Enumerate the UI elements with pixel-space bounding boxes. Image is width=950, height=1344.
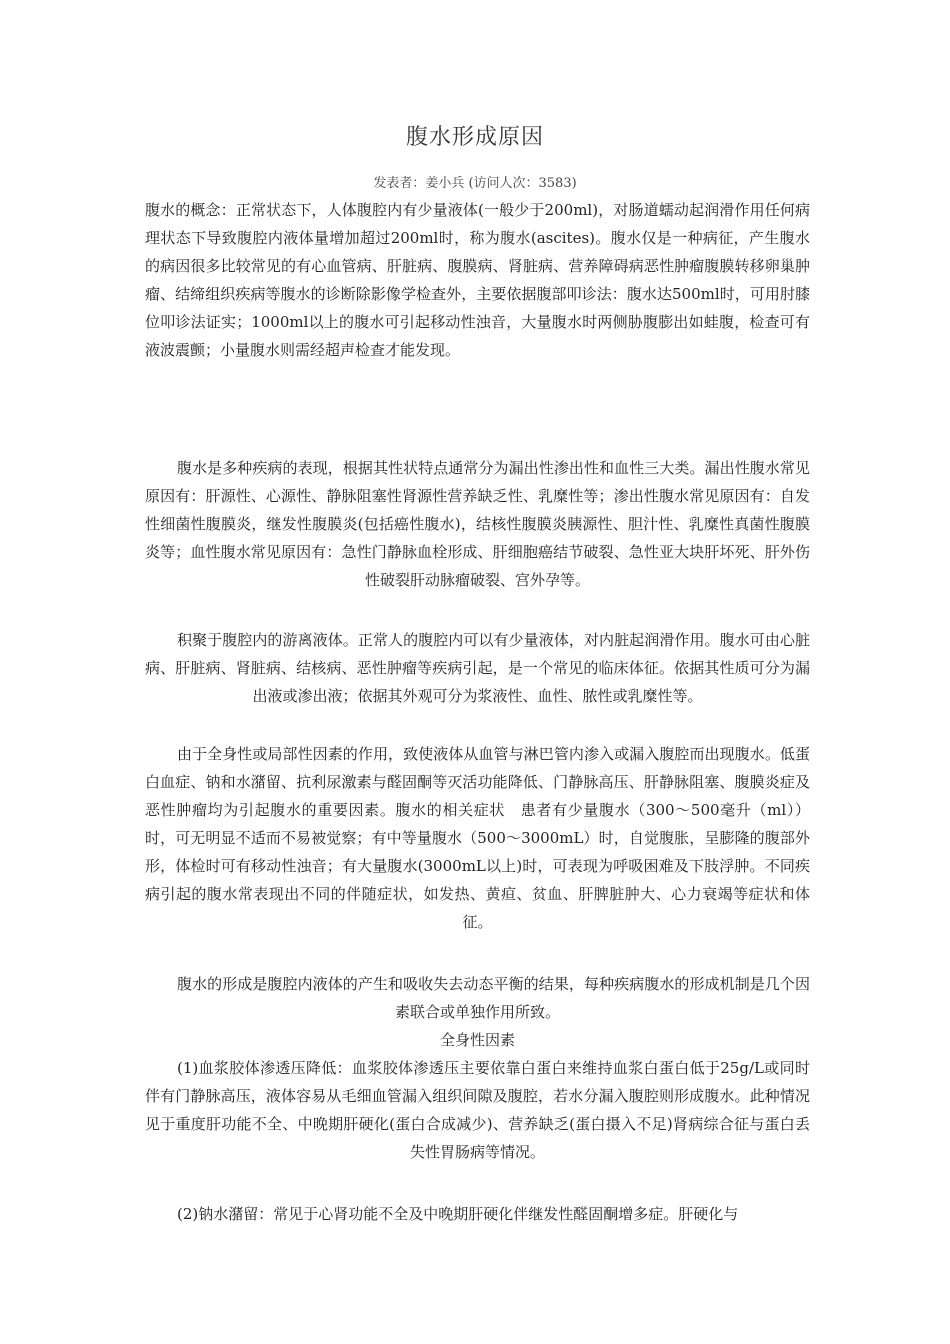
byline: 发表者：姜小兵 (访问人次：3583) [373, 176, 577, 191]
paragraph-concept: 腹水的概念：正常状态下，人体腹腔内有少量液体(一般少于200ml)，对肠道蠕动起润滑作用任何病理状态下导致腹腔内液体量增加超过200ml时，称为腹水(ascites)。腹水仅是一种病征，产生腹水的病因很多比较常见的有心血管病、肝脏病、腹膜病、肾脏病、营养障碍病恶性肿瘤腹膜转移卵巢肿瘤、结缔组织疾病等腹水的诊断除影像学检查外，主要依据腹部叩诊法：腹水达500ml时，可用肘膝位叩诊法证实；1000ml以上的腹水可引起移动性浊音，大量腹水时两侧胁腹膨出如蛙腹，检查可有液波震颤；小量腹水则需经超声检查才能发现。 [145, 201, 810, 359]
section-heading: 全身性因素 [439, 1031, 515, 1049]
list-item-sodium-retention: (2)钠水潴留：常见于心肾功能不全及中晚期肝硬化伴继发性醛固酮增多症。肝硬化与 [177, 1205, 739, 1223]
page-title: 腹水形成原因 [405, 125, 544, 150]
paragraph-mechanism: 腹水的形成是腹腔内液体的产生和吸收失去动态平衡的结果，每种疾病腹水的形成机制是几个因素联合或单独作用所致。 [177, 975, 810, 1021]
list-item-colloid-pressure: (1)血浆胶体渗透压降低：血浆胶体渗透压主要依靠白蛋白来维持血浆白蛋白低于25g/L或同时伴有门静脉高压，液体容易从毛细血管漏入组织间隙及腹腔，若水分漏入腹腔则形成腹水。此种情况见于重度肝功能不全、中晚期肝硬化(蛋白合成减少)、营养缺乏(蛋白摄入不足)肾病综合征与蛋白丢失性胃肠病等情况。 [145, 1059, 810, 1161]
paragraph-definition: 积聚于腹腔内的游离液体。正常人的腹腔内可以有少量液体，对内脏起润滑作用。腹水可由心脏病、肝脏病、肾脏病、结核病、恶性肿瘤等疾病引起，是一个常见的临床体征。依据其性质可分为漏出液或渗出液；依据其外观可分为浆液性、血性、脓性或乳糜性等。 [145, 631, 810, 705]
paragraph-causes-symptoms: 由于全身性或局部性因素的作用，致使液体从血管与淋巴管内渗入或漏入腹腔而出现腹水。低蛋白血症、钠和水潴留、抗利尿激素与醛固酮等灭活功能降低、门静脉高压、肝静脉阻塞、腹膜炎症及恶性肿瘤均为引起腹水的重要因素。腹水的相关症状 患者有少量腹水（300～500毫升（ml））时，可无明显不适而不易被觉察；有中等量腹水（500～3000mL）时，自觉腹胀，呈膨隆的腹部外形，体检时可有移动性浊音；有大量腹水(3000mL以上)时，可表现为呼吸困难及下肢浮肿。不同疾病引起的腹水常表现出不同的伴随症状，如发热、黄疸、贫血、肝脾脏肿大、心力衰竭等症状和体征。 [145, 745, 810, 931]
paragraph-classification: 腹水是多种疾病的表现，根据其性状特点通常分为漏出性渗出性和血性三大类。漏出性腹水常见原因有：肝源性、心源性、静脉阻塞性肾源性营养缺乏性、乳糜性等；渗出性腹水常见原因有：自发性细菌性腹膜炎，继发性腹膜炎(包括癌性腹水)，结核性腹膜炎胰源性、胆汁性、乳糜性真菌性腹膜炎等；血性腹水常见原因有：急性门静脉血栓形成、肝细胞癌结节破裂、急性亚大块肝坏死、肝外伤性破裂肝动脉瘤破裂、宫外孕等。 [145, 459, 810, 589]
